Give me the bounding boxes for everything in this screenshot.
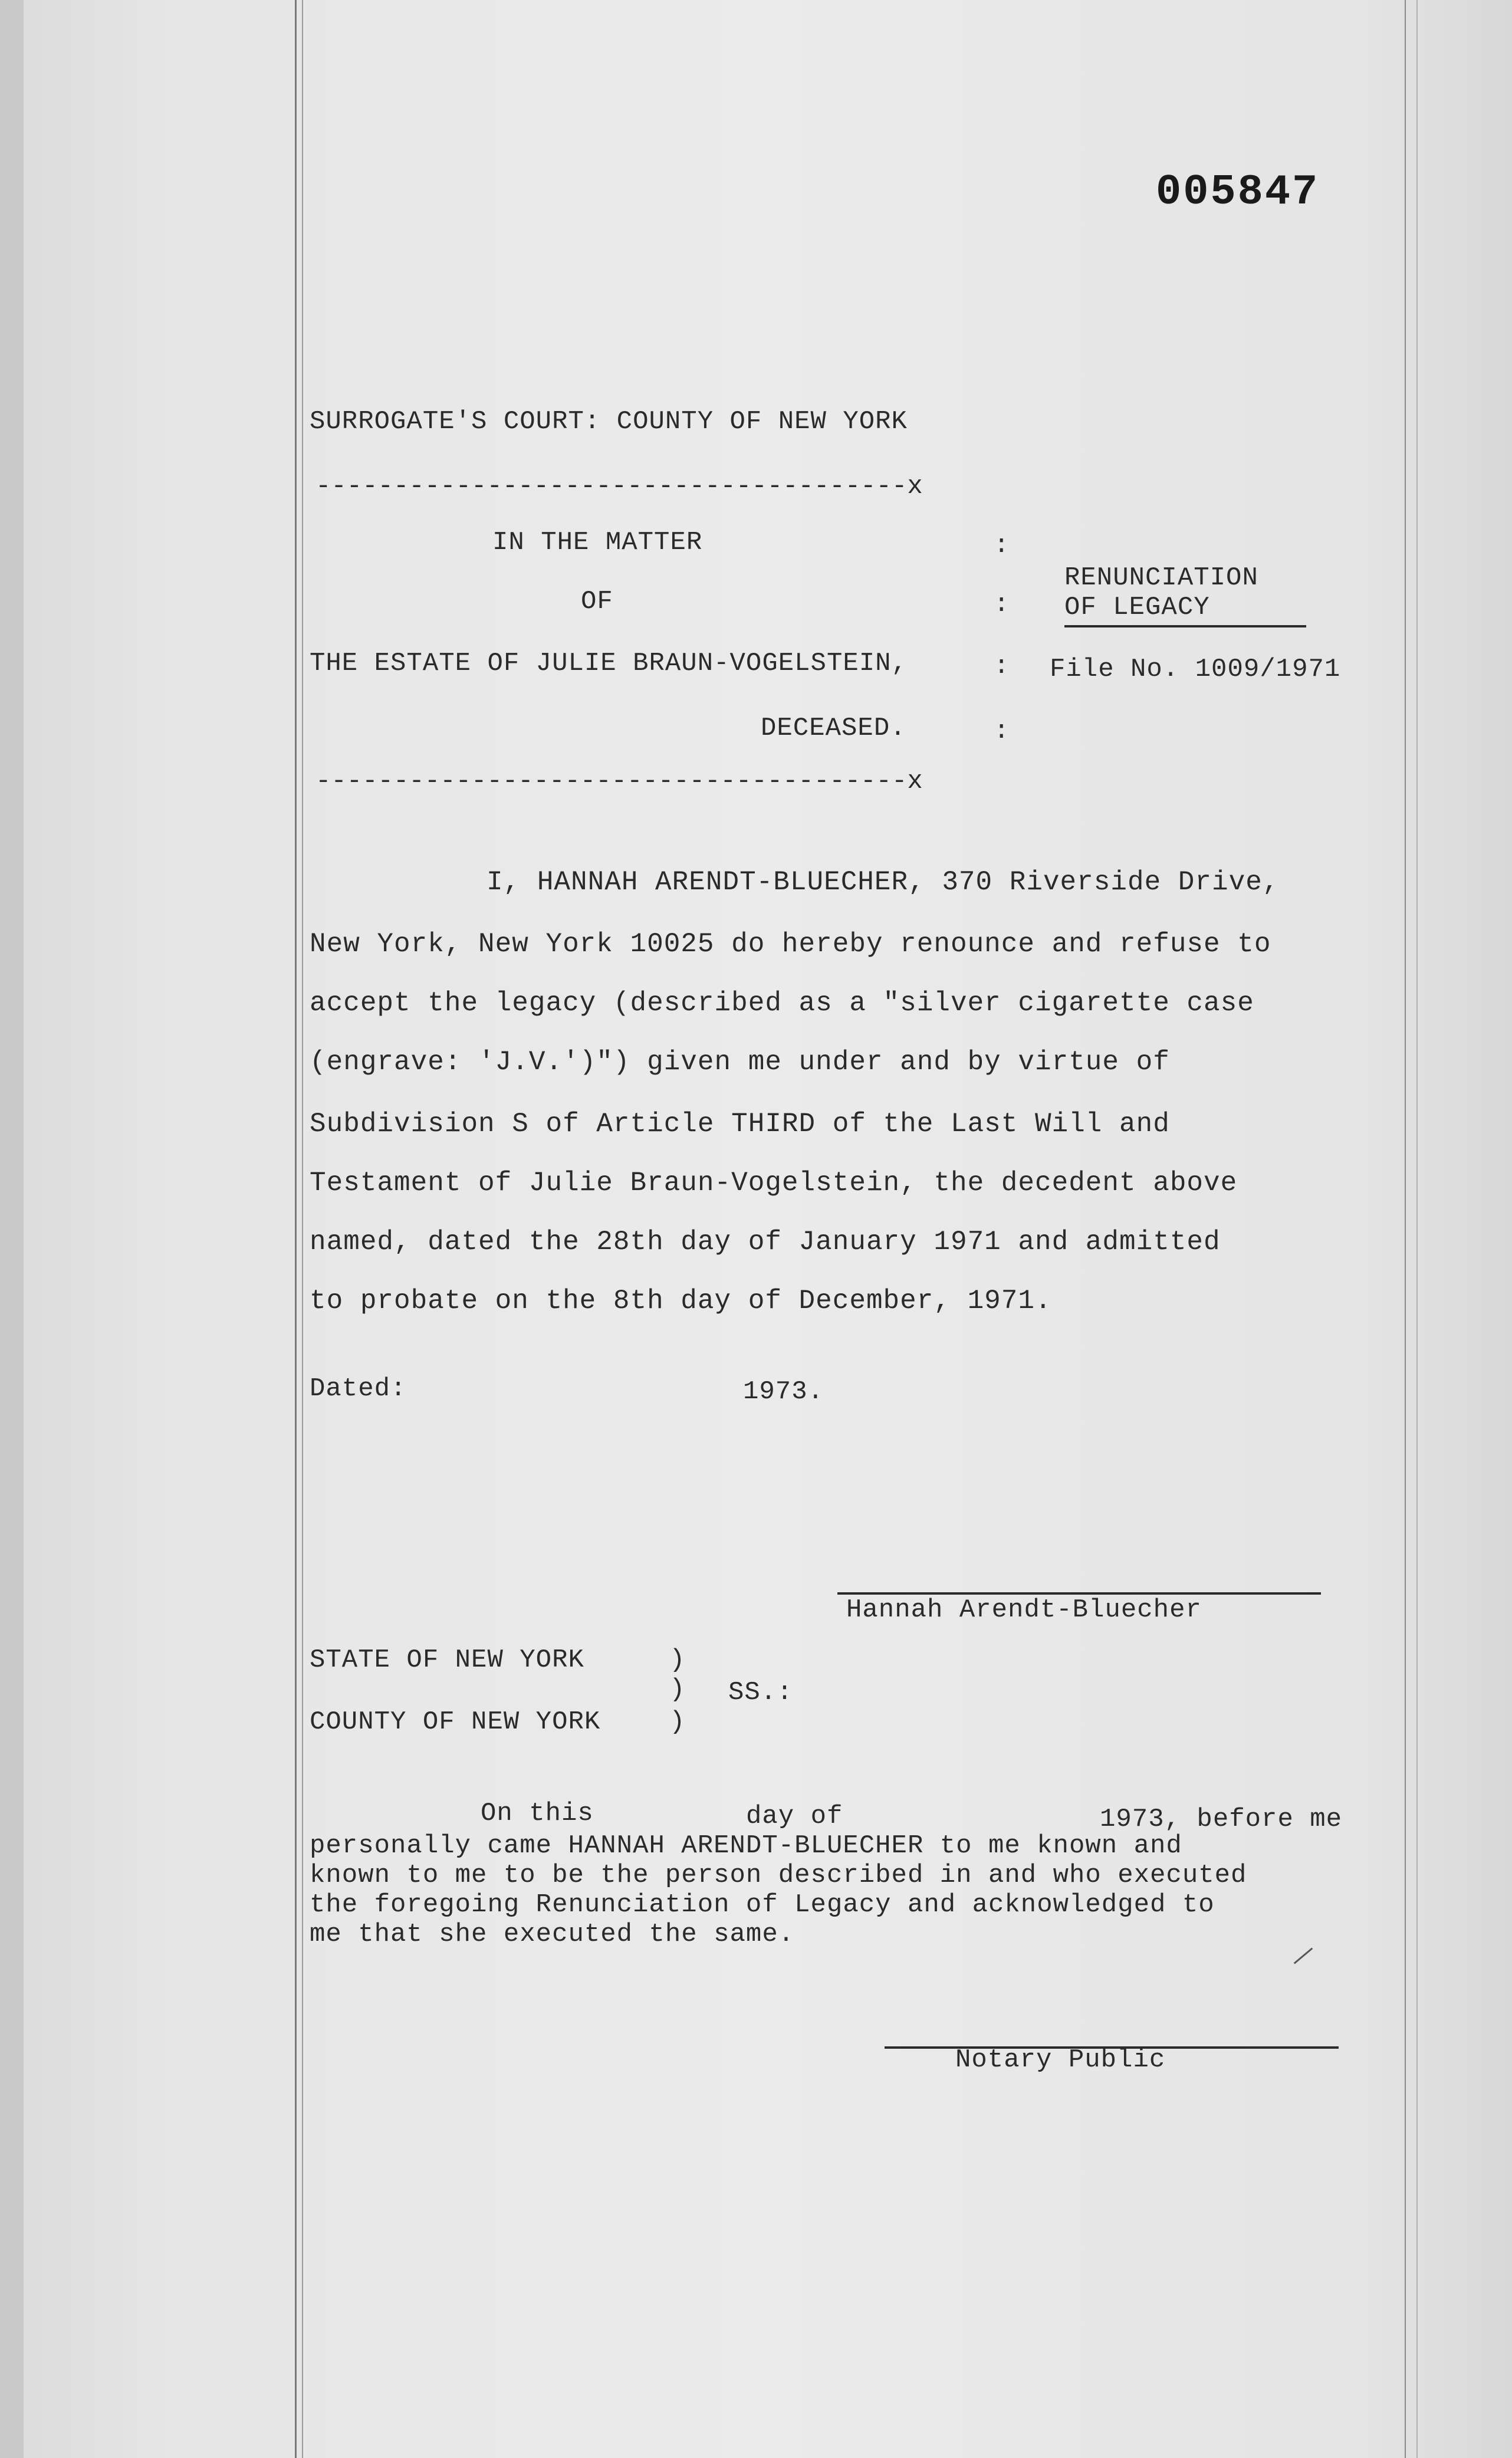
- signature-name: Hannah Arendt-Bluecher: [846, 1595, 1202, 1625]
- caption-colon-4: :: [994, 717, 1010, 746]
- venue-paren-3: ): [669, 1707, 686, 1737]
- venue-ss: SS.:: [728, 1678, 793, 1707]
- caption-colon-2: :: [994, 590, 1010, 619]
- body-line-2: New York, New York 10025 do hereby renounce and refuse to: [310, 929, 1271, 959]
- margin-rule-left: [295, 0, 297, 2458]
- ack-line-5: me that she executed the same.: [310, 1920, 795, 1949]
- ack-line-4: the foregoing Renunciation of Legacy and acknowledged to: [310, 1890, 1215, 1920]
- file-number: File No. 1009/1971: [1050, 655, 1341, 684]
- notary-label: Notary Public: [955, 2045, 1166, 2075]
- ack-day-of: day of: [746, 1802, 843, 1831]
- dated-year: 1973.: [743, 1377, 824, 1407]
- venue-county: COUNTY OF NEW YORK: [310, 1707, 601, 1737]
- caption-divider-top: --------------------------------------x: [315, 472, 923, 501]
- title-underline: [1064, 625, 1306, 627]
- margin-rule-left-inner: [302, 0, 303, 2458]
- ack-line-2: personally came HANNAH ARENDT-BLUECHER to me known and: [310, 1831, 1182, 1861]
- body-line-1: I, HANNAH ARENDT-BLUECHER, 370 Riverside Drive,: [487, 867, 1280, 898]
- body-line-3: accept the legacy (described as a "silver cigarette case: [310, 988, 1254, 1018]
- caption-divider-bottom: --------------------------------------x: [315, 767, 923, 796]
- body-line-6: Testament of Julie Braun-Vogelstein, the decedent above: [310, 1168, 1238, 1198]
- margin-rule-right-outer: [1416, 0, 1418, 2458]
- caption-matter: IN THE MATTER: [492, 528, 703, 557]
- body-line-5: Subdivision S of Article THIRD of the Last Will and: [310, 1109, 1170, 1139]
- venue-paren-2: ): [669, 1675, 686, 1704]
- caption-estate: THE ESTATE OF JULIE BRAUN-VOGELSTEIN,: [310, 649, 908, 678]
- ack-line-3: known to me to be the person described in and who executed: [310, 1861, 1247, 1890]
- ack-on-this: On this: [481, 1799, 594, 1828]
- caption-of: OF: [581, 587, 613, 616]
- document-title-line2: OF LEGACY: [1064, 593, 1210, 622]
- margin-rule-right: [1405, 0, 1406, 2458]
- caption-colon-1: :: [994, 531, 1010, 560]
- dated-label: Dated:: [310, 1374, 407, 1404]
- venue-paren-1: ): [669, 1645, 686, 1675]
- body-line-7: named, dated the 28th day of January 1971 and admitted: [310, 1227, 1221, 1257]
- venue-state: STATE OF NEW YORK: [310, 1645, 584, 1675]
- court-header: SURROGATE'S COURT: COUNTY OF NEW YORK: [310, 407, 908, 436]
- pen-mark: [1294, 1947, 1313, 1964]
- body-line-8: to probate on the 8th day of December, 1971.: [310, 1286, 1052, 1316]
- caption-colon-3: :: [994, 652, 1010, 681]
- caption-deceased: DECEASED.: [761, 714, 906, 743]
- signature-line: [837, 1592, 1321, 1595]
- body-line-4: (engrave: 'J.V.')") given me under and by virtue of: [310, 1047, 1170, 1077]
- document-stamp-number: 005847: [1156, 168, 1320, 216]
- document-title-line1: RENUNCIATION: [1064, 563, 1258, 593]
- document-page: [24, 0, 1512, 2458]
- ack-year-before: 1973, before me: [1100, 1805, 1343, 1834]
